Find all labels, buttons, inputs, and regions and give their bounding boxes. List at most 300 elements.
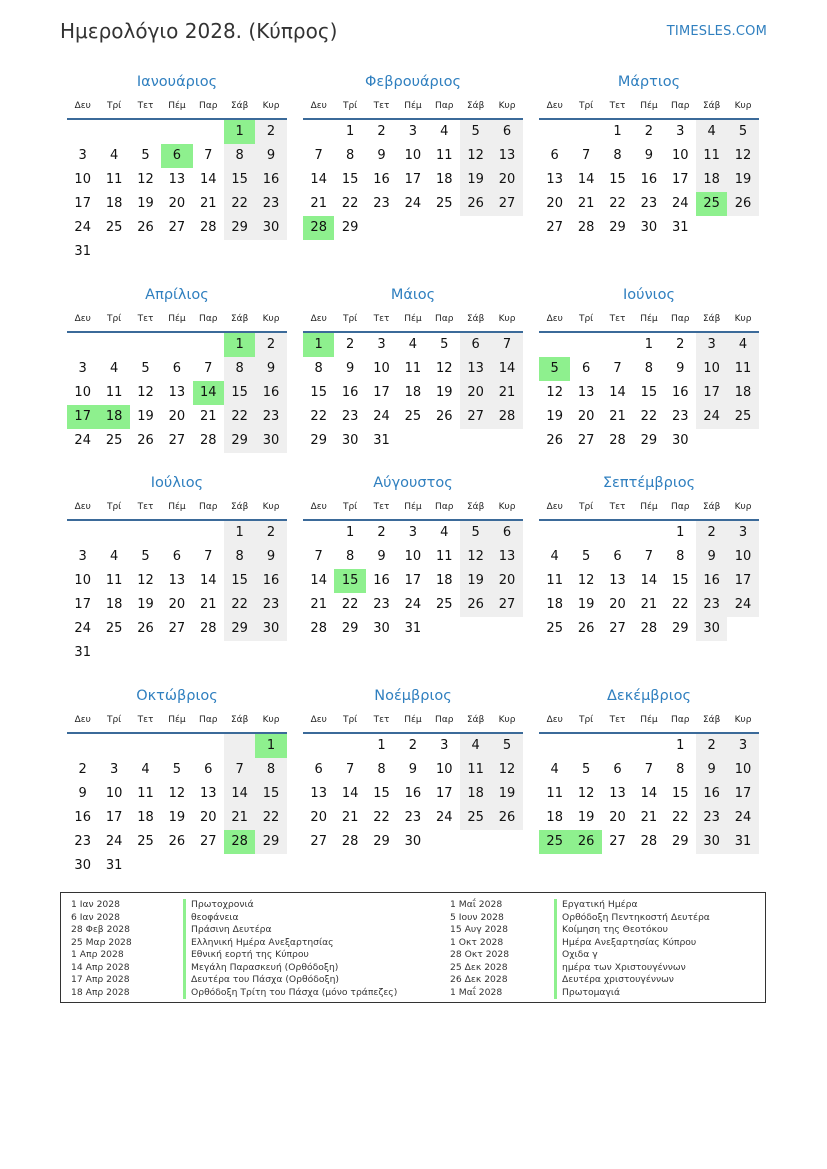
empty-day-cell: [161, 854, 192, 878]
day-cell: 7: [644, 549, 653, 564]
day-cell: 21: [199, 409, 217, 424]
empty-day-cell: [193, 521, 224, 545]
day-cell: 10: [727, 758, 758, 782]
day-cell: 29: [255, 830, 286, 854]
day-cell: 29: [640, 433, 658, 448]
day-cell: 25: [105, 621, 123, 636]
day-cell: 4: [109, 361, 119, 376]
day-cell: 17: [671, 172, 689, 187]
weekday-label: Τετ: [609, 715, 626, 725]
day-cell: 26: [435, 409, 453, 424]
day-cell: 30: [671, 433, 689, 448]
weekday-label: Τρί: [578, 101, 594, 111]
day-cell: 26: [727, 192, 758, 216]
day-cell: 15: [640, 385, 658, 400]
empty-day-cell: [429, 429, 460, 453]
day-cell: 25: [727, 405, 758, 429]
weekday-label: Τρί: [342, 502, 358, 512]
brand-link[interactable]: TIMESLES.COM: [666, 24, 767, 39]
day-cell: 25: [137, 834, 154, 849]
day-cell: 12: [137, 172, 154, 187]
page-title: Ημερολόγιο 2028. (Κύπρος): [60, 19, 338, 43]
day-cell: 7: [314, 549, 323, 564]
weekday-label: Τρί: [342, 314, 358, 324]
day-cell: 12: [577, 786, 595, 801]
day-cell: 23: [74, 834, 91, 849]
empty-day-cell: [460, 216, 491, 240]
day-cell: 27: [609, 834, 626, 849]
day-cell: 29: [310, 433, 327, 448]
day-grid: [303, 734, 523, 854]
day-cell: 2: [255, 333, 286, 357]
day-cell: 14: [199, 172, 217, 187]
day-cell: 8: [224, 545, 255, 569]
day-cell: 14: [341, 786, 359, 801]
holiday-name: Δευτέρα χριστουγέννων: [554, 974, 710, 987]
empty-day-cell: [161, 734, 192, 758]
day-cell: 12: [435, 361, 453, 376]
day-cell: 6: [581, 361, 591, 376]
holiday-name: Πρωτοχρονιά: [183, 899, 397, 912]
empty-day-cell: [460, 617, 491, 641]
day-cell: 6: [172, 549, 181, 564]
day-cell: 10: [727, 545, 758, 569]
empty-day-cell: [161, 641, 192, 665]
day-cell: 24: [74, 433, 91, 448]
day-cell: 13: [310, 786, 327, 801]
day-cell: 23: [255, 192, 286, 216]
empty-day-cell: [224, 641, 255, 665]
empty-day-cell: [98, 521, 129, 545]
weekday-label: Σάβ: [466, 101, 485, 111]
day-cell: 27: [168, 621, 186, 636]
day-cell: 26: [546, 433, 563, 448]
day-cell: 31: [727, 830, 758, 854]
day-cell: 8: [314, 361, 323, 376]
empty-day-cell: [130, 734, 161, 758]
day-cell: 22: [224, 593, 255, 617]
weekday-label: Σάβ: [466, 502, 485, 512]
day-cell: 18: [727, 381, 758, 405]
day-cell: 12: [137, 573, 154, 588]
day-cell: 14: [640, 573, 658, 588]
day-cell: 24: [74, 220, 91, 235]
day-cell: 1: [676, 525, 685, 540]
day-cell: 27: [546, 220, 563, 235]
day-cell: 20: [168, 409, 186, 424]
weekday-header: [539, 708, 759, 734]
day-grid: [539, 333, 759, 453]
day-cell: 2: [377, 525, 386, 540]
day-cell: 6: [204, 762, 213, 777]
weekday-label: Σάβ: [230, 101, 249, 111]
day-cell: 5: [141, 148, 150, 163]
day-cell: 10: [373, 361, 390, 376]
day-cell: 30: [74, 858, 91, 873]
day-cell: 11: [546, 573, 563, 588]
month-name: Απρίλιος: [145, 287, 209, 303]
empty-day-cell: [161, 240, 192, 264]
day-cell: 21: [310, 196, 327, 211]
weekday-label: Κυρ: [498, 715, 516, 725]
day-cell: 20: [491, 569, 522, 593]
weekday-label: Τετ: [609, 314, 626, 324]
day-cell: 30: [696, 830, 727, 854]
empty-day-cell: [224, 734, 255, 758]
weekday-label: Τετ: [137, 715, 154, 725]
empty-day-cell: [491, 216, 522, 240]
empty-day-cell: [161, 120, 192, 144]
empty-day-cell: [130, 641, 161, 665]
weekday-label: Τετ: [373, 502, 390, 512]
weekday-label: Παρ: [671, 314, 690, 324]
weekday-label: Παρ: [435, 314, 454, 324]
day-cell: 27: [168, 433, 186, 448]
weekday-label: Πέμ: [168, 715, 186, 725]
day-cell: 10: [404, 148, 422, 163]
day-cell: 17: [74, 597, 91, 612]
day-cell: 19: [435, 385, 453, 400]
month-name: Φεβρουάριος: [364, 74, 462, 90]
day-cell: 5: [460, 521, 491, 545]
day-cell: 9: [408, 762, 417, 777]
empty-day-cell: [193, 641, 224, 665]
day-cell: 23: [696, 806, 727, 830]
day-cell: 28: [199, 220, 217, 235]
day-cell: 3: [377, 337, 386, 352]
day-cell: 10: [671, 148, 689, 163]
empty-day-cell: [130, 854, 161, 878]
day-cell: 19: [137, 196, 154, 211]
day-cell: 31: [404, 621, 422, 636]
day-cell: 5: [141, 549, 150, 564]
day-cell: 21: [310, 597, 327, 612]
day-cell: 25: [105, 433, 123, 448]
empty-day-cell: [429, 216, 460, 240]
day-cell: 4: [109, 148, 119, 163]
weekday-label: Παρ: [671, 715, 690, 725]
weekday-label: Τρί: [342, 715, 358, 725]
day-cell: 5: [581, 549, 591, 564]
empty-day-cell: [727, 216, 758, 240]
empty-day-cell: [429, 830, 460, 854]
day-cell: 9: [676, 361, 685, 376]
holiday-date: 18 Απρ 2028: [71, 986, 130, 998]
day-cell: 29: [341, 621, 359, 636]
empty-day-cell: [67, 734, 98, 758]
day-cell: 5: [727, 120, 758, 144]
weekday-label: Πέμ: [640, 314, 658, 324]
day-cell: 22: [341, 196, 359, 211]
holiday-name: Οχιδα γ: [554, 949, 710, 962]
day-cell: 15: [609, 172, 626, 187]
day-cell: 21: [224, 806, 255, 830]
day-cell: 24: [696, 405, 727, 429]
day-cell: 17: [67, 405, 98, 429]
day-grid: [303, 120, 523, 240]
empty-day-cell: [161, 521, 192, 545]
weekday-label: Παρ: [199, 101, 218, 111]
day-grid: [67, 333, 287, 453]
day-cell: 30: [341, 433, 359, 448]
day-cell: 13: [168, 385, 186, 400]
day-cell: 14: [310, 172, 327, 187]
day-cell: 13: [546, 172, 563, 187]
day-cell: 5: [460, 120, 491, 144]
day-cell: 11: [435, 549, 453, 564]
empty-day-cell: [161, 333, 192, 357]
day-cell: 16: [255, 569, 286, 593]
weekday-label: Τρί: [106, 314, 122, 324]
day-cell: 9: [696, 758, 727, 782]
empty-day-cell: [303, 120, 334, 144]
day-cell: 27: [168, 220, 186, 235]
day-grid: [539, 120, 759, 240]
day-cell: 15: [334, 569, 365, 593]
empty-day-cell: [602, 734, 633, 758]
day-cell: 16: [671, 385, 689, 400]
weekday-header: [67, 708, 287, 734]
day-cell: 19: [168, 810, 186, 825]
day-cell: 19: [546, 409, 563, 424]
day-cell: 18: [435, 172, 453, 187]
empty-day-cell: [539, 120, 570, 144]
day-cell: 24: [105, 834, 123, 849]
day-cell: 26: [137, 621, 154, 636]
holiday-name: Πρωτομαγιά: [554, 987, 710, 1000]
day-cell: 12: [491, 758, 522, 782]
empty-day-cell: [460, 429, 491, 453]
day-cell: 29: [341, 220, 359, 235]
day-cell: 3: [78, 361, 87, 376]
day-cell: 26: [137, 433, 154, 448]
month-calendar: [303, 471, 523, 641]
day-cell: 22: [640, 409, 658, 424]
day-cell: 12: [727, 144, 758, 168]
day-cell: 25: [696, 192, 727, 216]
empty-day-cell: [67, 333, 98, 357]
weekday-label: Τετ: [373, 715, 390, 725]
day-cell: 11: [105, 573, 123, 588]
empty-day-cell: [727, 429, 758, 453]
day-cell: 21: [640, 810, 658, 825]
day-cell: 10: [435, 762, 453, 777]
month-calendar: [67, 283, 287, 453]
holiday-date: 1 Μαΐ 2028: [450, 986, 503, 998]
day-cell: 15: [373, 786, 390, 801]
day-cell: 1: [613, 124, 622, 139]
day-cell: 21: [609, 409, 626, 424]
day-cell: 17: [404, 573, 422, 588]
empty-day-cell: [696, 429, 727, 453]
day-cell: 27: [577, 433, 595, 448]
day-cell: 3: [78, 148, 87, 163]
month-name: Σεπτέμβριος: [602, 475, 696, 491]
day-cell: 11: [696, 144, 727, 168]
weekday-label: Τετ: [373, 101, 390, 111]
day-cell: 3: [696, 333, 727, 357]
day-cell: 18: [696, 168, 727, 192]
holiday-name: Εργατική Ημέρα: [554, 899, 710, 912]
weekday-label: Κυρ: [734, 502, 752, 512]
day-cell: 22: [224, 405, 255, 429]
day-cell: 5: [172, 762, 181, 777]
empty-day-cell: [224, 240, 255, 264]
empty-day-cell: [491, 429, 522, 453]
day-cell: 24: [74, 621, 91, 636]
day-cell: 10: [74, 172, 91, 187]
empty-day-cell: [193, 734, 224, 758]
weekday-label: Κυρ: [734, 101, 752, 111]
month-calendar: [539, 471, 759, 641]
weekday-label: Παρ: [435, 101, 454, 111]
day-cell: 8: [676, 762, 685, 777]
day-cell: 16: [373, 172, 390, 187]
day-cell: 9: [255, 357, 286, 381]
day-cell: 27: [609, 621, 626, 636]
day-cell: 26: [137, 220, 154, 235]
empty-day-cell: [397, 429, 428, 453]
weekday-label: Τετ: [137, 101, 154, 111]
day-cell: 4: [727, 333, 758, 357]
weekday-header: [539, 94, 759, 120]
month-calendar: [67, 70, 287, 264]
empty-day-cell: [602, 333, 633, 357]
day-cell: 5: [141, 361, 150, 376]
day-cell: 28: [303, 216, 334, 240]
weekday-label: Σάβ: [702, 314, 721, 324]
day-cell: 2: [696, 521, 727, 545]
weekday-label: Τρί: [106, 715, 122, 725]
day-cell: 13: [609, 573, 626, 588]
day-cell: 13: [609, 786, 626, 801]
day-cell: 26: [570, 830, 601, 854]
holiday-name: Πράσινη Δευτέρα: [183, 924, 397, 937]
day-cell: 20: [460, 381, 491, 405]
weekday-label: Πέμ: [168, 101, 186, 111]
weekday-label: Δευ: [74, 314, 91, 324]
day-cell: 15: [671, 786, 689, 801]
weekday-header: [67, 307, 287, 333]
day-cell: 11: [460, 758, 491, 782]
weekday-label: Παρ: [199, 502, 218, 512]
day-cell: 15: [224, 381, 255, 405]
empty-day-cell: [255, 240, 286, 264]
day-cell: 21: [199, 597, 217, 612]
day-cell: 25: [546, 621, 563, 636]
month-name: Οκτώβριος: [136, 688, 218, 704]
day-cell: 16: [255, 168, 286, 192]
day-cell: 7: [204, 361, 213, 376]
day-cell: 28: [199, 621, 217, 636]
weekday-header: [303, 307, 523, 333]
day-cell: 23: [640, 196, 658, 211]
weekday-label: Κυρ: [498, 314, 516, 324]
month-calendar: [303, 70, 523, 240]
weekday-label: Σάβ: [230, 314, 249, 324]
day-cell: 15: [310, 385, 327, 400]
day-grid: [303, 333, 523, 453]
day-cell: 23: [373, 196, 390, 211]
weekday-label: Δευ: [74, 101, 91, 111]
day-cell: 22: [609, 196, 626, 211]
day-cell: 12: [460, 545, 491, 569]
day-cell: 1: [303, 333, 334, 357]
day-cell: 7: [581, 148, 591, 163]
day-cell: 29: [224, 216, 255, 240]
day-cell: 3: [676, 124, 685, 139]
month-calendar: [303, 684, 523, 854]
weekday-label: Σάβ: [230, 715, 249, 725]
day-cell: 26: [491, 806, 522, 830]
day-cell: 21: [491, 381, 522, 405]
day-cell: 16: [696, 782, 727, 806]
empty-day-cell: [193, 120, 224, 144]
day-cell: 24: [404, 597, 422, 612]
weekday-label: Τετ: [137, 314, 154, 324]
day-cell: 29: [373, 834, 390, 849]
day-cell: 6: [550, 148, 559, 163]
holiday-date: 26 Δεκ 2028: [450, 974, 508, 985]
day-cell: 12: [137, 385, 154, 400]
empty-day-cell: [67, 521, 98, 545]
weekday-label: Δευ: [546, 101, 563, 111]
day-cell: 1: [676, 738, 685, 753]
day-cell: 12: [546, 385, 563, 400]
day-cell: 1: [224, 333, 255, 357]
day-cell: 2: [345, 337, 355, 352]
day-cell: 12: [168, 786, 186, 801]
day-cell: 24: [373, 409, 390, 424]
day-grid: [303, 521, 523, 641]
weekday-header: [303, 708, 523, 734]
day-cell: 9: [644, 148, 653, 163]
weekday-label: Σάβ: [702, 502, 721, 512]
day-cell: 7: [204, 148, 213, 163]
weekday-label: Τρί: [342, 101, 358, 111]
weekday-label: Τρί: [106, 101, 122, 111]
empty-day-cell: [98, 734, 129, 758]
day-cell: 3: [109, 762, 119, 777]
day-cell: 17: [373, 385, 390, 400]
day-cell: 13: [460, 357, 491, 381]
day-cell: 4: [141, 762, 150, 777]
day-cell: 8: [255, 758, 286, 782]
day-cell: 28: [640, 834, 658, 849]
day-cell: 27: [460, 405, 491, 429]
day-cell: 1: [224, 521, 255, 545]
day-cell: 7: [613, 361, 622, 376]
empty-day-cell: [193, 854, 224, 878]
empty-day-cell: [98, 120, 129, 144]
day-cell: 31: [671, 220, 689, 235]
day-cell: 28: [609, 433, 626, 448]
day-cell: 29: [224, 429, 255, 453]
day-cell: 4: [550, 762, 559, 777]
weekday-label: Τρί: [106, 502, 122, 512]
day-cell: 2: [676, 337, 685, 352]
day-cell: 7: [491, 333, 522, 357]
day-cell: 9: [78, 786, 87, 801]
day-cell: 21: [199, 196, 217, 211]
weekday-label: Κυρ: [734, 314, 752, 324]
day-cell: 25: [105, 220, 123, 235]
day-cell: 13: [491, 144, 522, 168]
day-cell: 10: [696, 357, 727, 381]
empty-day-cell: [602, 521, 633, 545]
holiday-name: Ορθόδοξη Πεντηκοστή Δευτέρα: [554, 912, 710, 925]
weekday-label: Πέμ: [640, 101, 658, 111]
